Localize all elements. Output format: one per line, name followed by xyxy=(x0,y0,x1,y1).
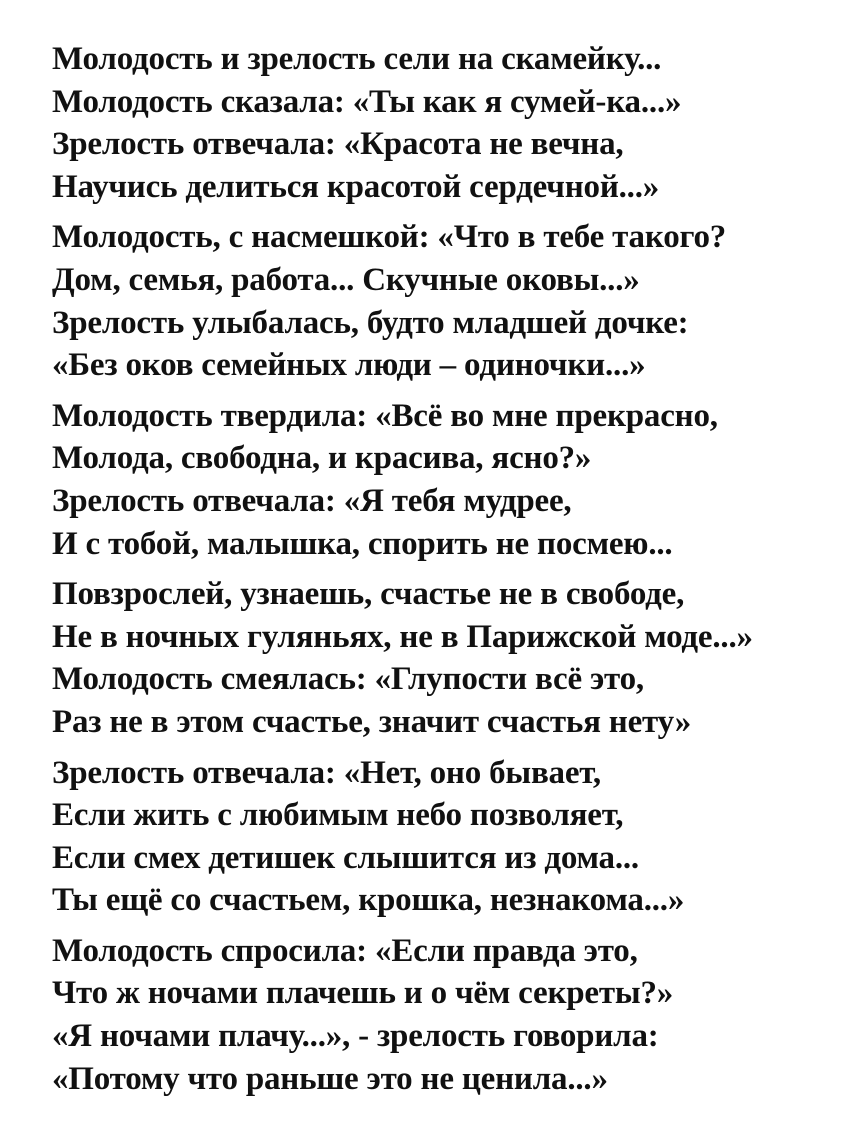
poem-line: Зрелость отвечала: «Красота не вечна, xyxy=(52,126,624,163)
poem-line: Научись делиться красотой сердечной...» xyxy=(52,168,660,205)
stanza-2 xyxy=(52,216,842,386)
poem-line: Если жить с любимым небо позволяет, xyxy=(52,797,624,834)
poem-text xyxy=(52,38,842,1108)
poem-line: Повзрослей, узнаешь, счастье не в свободе, xyxy=(52,576,685,613)
poem-line: Молодость смеялась: «Глупости всё это, xyxy=(52,661,644,698)
poem-line: «Без оков семейных люди – одиночки...» xyxy=(52,347,646,384)
poem-line: Зрелость улыбалась, будто младшей дочке: xyxy=(52,304,689,341)
poem-line: Раз не в этом счастье, значит счастья нету» xyxy=(52,703,692,740)
poem-line: «Потому что раньше это не ценила...» xyxy=(52,1060,608,1097)
poem-line: Зрелость отвечала: «Нет, оно бывает, xyxy=(52,754,601,791)
stanza-4 xyxy=(52,573,842,743)
stanza-6 xyxy=(52,930,842,1100)
poem-line: Молода, свободна, и красива, ясно?» xyxy=(52,440,592,477)
poem-line: «Я ночами плачу...», - зрелость говорила: xyxy=(52,1018,659,1055)
poem-line: Молодость спросила: «Если правда это, xyxy=(52,932,638,969)
poem-line: Молодость твердила: «Всё во мне прекрасно, xyxy=(52,397,718,434)
stanza-5 xyxy=(52,752,842,922)
poem-line: Что ж ночами плачешь и о чём секреты?» xyxy=(52,975,674,1012)
poem-line: Молодость и зрелость сели на скамейку... xyxy=(52,41,662,77)
poem-line: Если смех детишек слышится из дома... xyxy=(52,839,639,876)
poem-line: Дом, семья, работа... Скучные оковы...» xyxy=(52,261,640,298)
poem-line: Молодость сказала: «Ты как я сумей-ка...» xyxy=(52,83,682,120)
poem-line: И с тобой, малышка, спорить не посмею... xyxy=(52,525,673,562)
poem-line: Не в ночных гуляньях, не в Парижской моде...» xyxy=(52,618,753,655)
stanza-1 xyxy=(52,38,842,208)
poem-line: Зрелость отвечала: «Я тебя мудрее, xyxy=(52,482,572,519)
poem-line: Молодость, с насмешкой: «Что в тебе такого? xyxy=(52,219,727,256)
stanza-3 xyxy=(52,395,842,565)
poem-line: Ты ещё со счастьем, крошка, незнакома...» xyxy=(52,882,685,919)
